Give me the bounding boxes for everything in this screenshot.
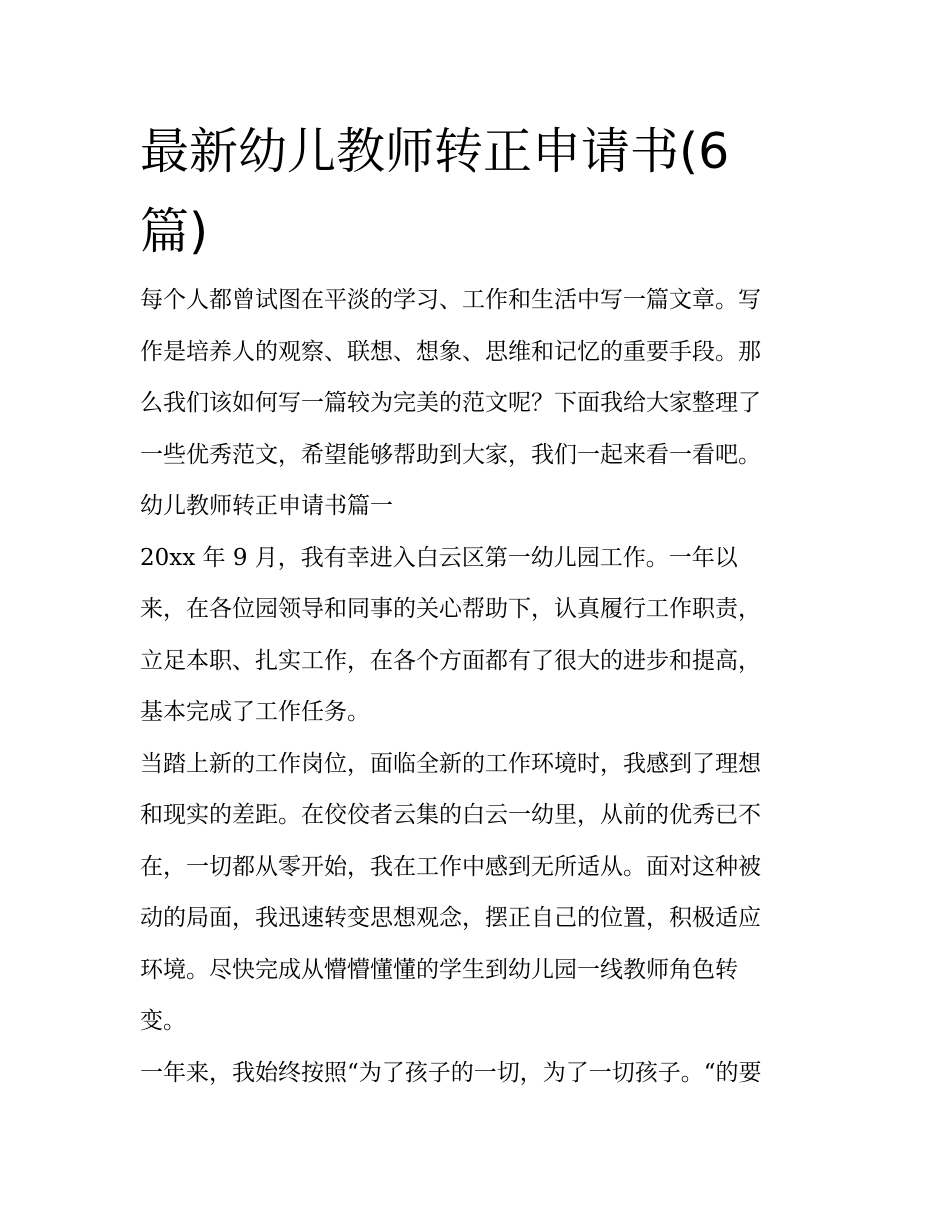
text-line: 和现实的差距。在佼佼者云集的白云一幼里，从前的优秀已不 <box>140 802 761 828</box>
text-line: 变。 <box>140 1008 186 1034</box>
text-line: 来，在各位园领导和同事的关心帮助下，认真履行工作职责， <box>140 596 761 622</box>
document-title <box>140 112 800 272</box>
text-line: 当踏上新的工作岗位，面临全新的工作环境时，我感到了理想 <box>140 750 761 777</box>
text-line: 一些优秀范文，希望能够帮助到大家，我们一起来看一看吧。 <box>140 441 761 468</box>
text-line: 作是培养人的观察、联想、想象、思维和记忆的重要手段。那 <box>140 338 761 365</box>
title-line-1: 最新幼儿教师转正申请书(6 <box>140 123 730 180</box>
section-heading: 幼儿教师转正申请书篇一 <box>140 493 393 519</box>
text-line: 环境。尽快完成从懵懵懂懂的学生到幼儿园一线教师角色转 <box>140 956 738 983</box>
title-line-2: 篇) <box>140 203 209 260</box>
text-line: 每个人都曾试图在平淡的学习、工作和生活中写一篇文章。写 <box>140 287 761 313</box>
text-line: 一年来，我始终按照“为了孩子的一切，为了一切孩子。“的要 <box>140 1059 762 1086</box>
document-body <box>140 275 820 1099</box>
text-line: 么我们该如何写一篇较为完美的范文呢？下面我给大家整理了 <box>140 390 761 416</box>
text-line: 在，一切都从零开始，我在工作中感到无所适从。面对这种被 <box>140 853 761 880</box>
text-line: 立足本职、扎实工作，在各个方面都有了很大的进步和提高， <box>140 647 761 674</box>
text-line: 动的局面，我迅速转变思想观念，摆正自己的位置，积极适应 <box>140 905 761 931</box>
text-line: 20xx 年 9 月，我有幸进入白云区第一幼儿园工作。一年以 <box>140 544 738 571</box>
text-line: 基本完成了工作任务。 <box>140 699 370 725</box>
